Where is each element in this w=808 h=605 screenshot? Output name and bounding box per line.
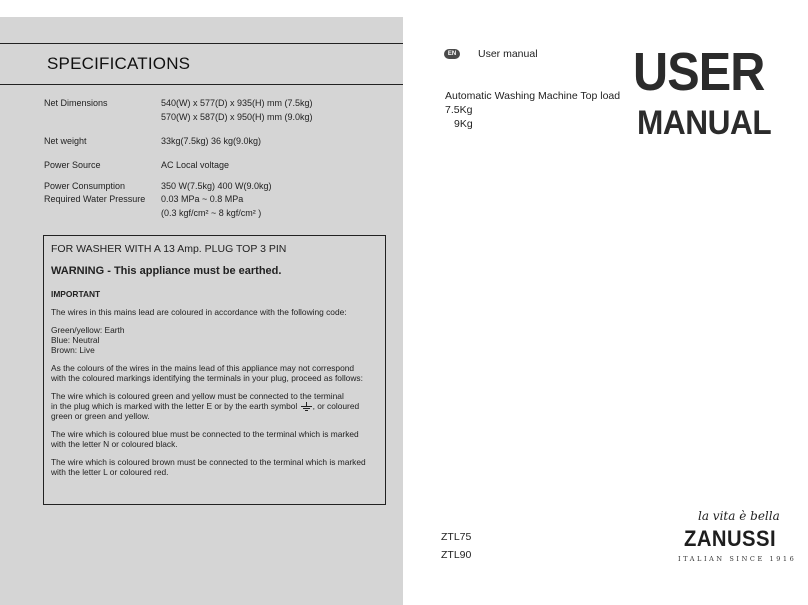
blue-wire-paragraph	[51, 429, 378, 449]
brand-tagline: la vita è bella	[698, 509, 780, 523]
model-number-2: ZTL90	[441, 549, 472, 561]
code-live: Brown: Live	[51, 345, 95, 355]
green-line-1: The wire which is coloured green and yellow must be connected to the terminal	[51, 391, 344, 401]
green-line-2a: in the plug which is marked with the letter E or by the earth symbol	[51, 401, 298, 411]
brand-since: ITALIAN SINCE 1916	[678, 555, 797, 563]
net-dimensions-line-1: 540(W) x 577(D) x 935(H) mm (7.5kg)	[161, 98, 313, 108]
title-rule-top	[0, 43, 403, 44]
net-weight-label: Net weight	[44, 136, 87, 146]
product-type: Automatic Washing Machine Top load	[445, 90, 621, 102]
cover-title-user: USER	[633, 42, 765, 102]
brown-line-1: The wire which is coloured brown must be connected to the terminal which is marked	[51, 457, 366, 468]
water-pressure-label: Required Water Pressure	[44, 194, 146, 204]
code-earth: Green/yellow: Earth	[51, 325, 125, 335]
colours-paragraph	[51, 363, 378, 383]
brown-wire-paragraph	[51, 457, 378, 477]
power-source-label: Power Source	[44, 160, 101, 170]
colours-line-2: with the coloured markings identifying the terminals in your plug, proceed as follows:	[51, 373, 363, 383]
power-consumption-label: Power Consumption	[44, 181, 126, 191]
net-dimensions-label: Net Dimensions	[44, 98, 108, 108]
wire-code-intro: The wires in this mains lead are coloured in accordance with the following code:	[51, 307, 347, 317]
earthing-notice-box	[43, 235, 386, 505]
green-wire-paragraph	[51, 391, 378, 421]
specifications-title: SPECIFICATIONS	[47, 54, 191, 73]
product-description	[445, 89, 620, 131]
wire-code-list	[51, 325, 378, 355]
language-badge: EN	[444, 49, 460, 59]
brand-logo: ZANUSSI	[684, 526, 777, 551]
earthing-warning: WARNING - This appliance must be earthed.	[51, 265, 282, 277]
power-consumption-value: 350 W(7.5kg) 400 W(9.0kg)	[161, 181, 272, 191]
green-line-2b: , or coloured	[312, 401, 360, 411]
earth-symbol-icon	[300, 402, 313, 411]
net-dimensions-line-2: 570(W) x 587(D) x 950(H) mm (9.0kg)	[161, 112, 313, 122]
water-pressure-line-2: (0.3 kgf/cm² ~ 8 kgf/cm² )	[161, 208, 262, 218]
model-number-1: ZTL75	[441, 531, 472, 543]
code-neutral: Blue: Neutral	[51, 335, 100, 345]
water-pressure-line-1: 0.03 MPa ~ 0.8 MPa	[161, 194, 244, 204]
plug-heading: FOR WASHER WITH A 13 Amp. PLUG TOP 3 PIN	[51, 243, 287, 255]
user-manual-label: User manual	[478, 48, 538, 60]
blue-line-2: with the letter N or coloured black.	[51, 439, 178, 450]
colours-line-1: As the colours of the wires in the mains lead of this appliance may not correspond	[51, 363, 355, 373]
blue-line-1: The wire which is coloured blue must be connected to the terminal which is marked	[51, 429, 359, 440]
net-dimensions-value	[161, 96, 313, 124]
green-line-3: green or green and yellow.	[51, 411, 150, 422]
title-rule-bottom	[0, 84, 403, 85]
water-pressure-value	[161, 192, 261, 220]
power-source-value: AC Local voltage	[161, 160, 230, 170]
specifications-panel	[0, 0, 403, 605]
important-heading: IMPORTANT	[51, 289, 101, 299]
product-capacity-2: 9Kg	[454, 118, 473, 130]
top-white-band	[0, 0, 403, 17]
cover-title-manual: MANUAL	[637, 104, 772, 142]
net-weight-value: 33kg(7.5kg) 36 kg(9.0kg)	[161, 136, 262, 146]
product-capacity-1: 7.5Kg	[445, 104, 473, 116]
brown-line-2: with the letter L or coloured red.	[51, 467, 169, 478]
